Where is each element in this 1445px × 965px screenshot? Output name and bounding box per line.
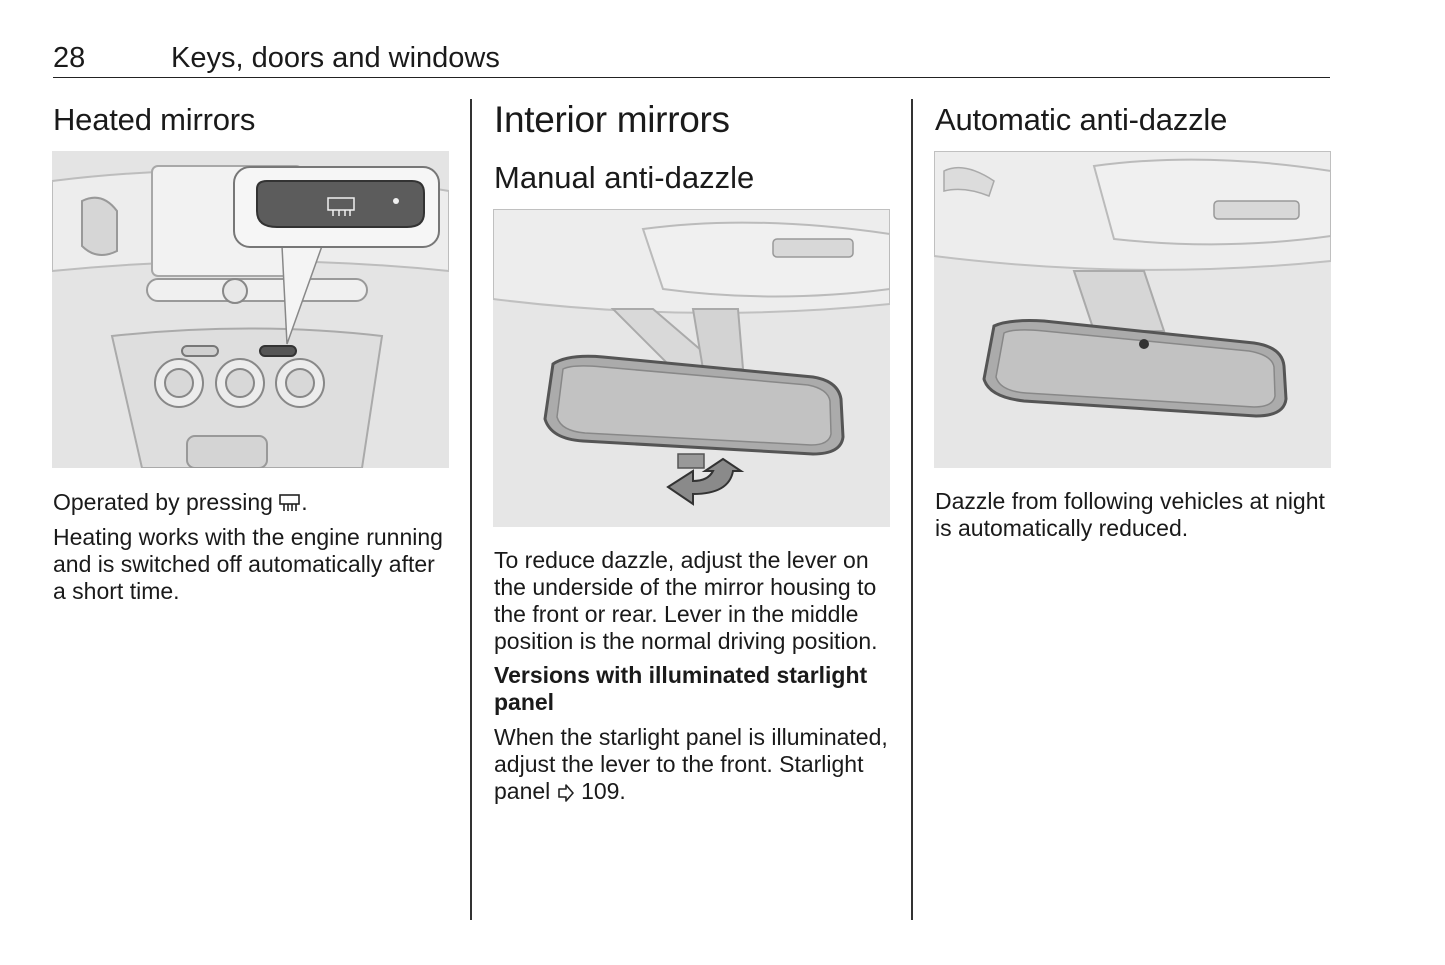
heated-mirrors-paragraph-1 (53, 489, 453, 519)
page-header (53, 40, 1330, 78)
automatic-anti-dazzle-paragraph: Dazzle from following vehicles at night is automatically reduced. (935, 488, 1325, 541)
manual-anti-dazzle-heading: Manual anti-dazzle (494, 160, 755, 195)
cross-reference-page[interactable]: 109. (581, 778, 626, 804)
automatic-anti-dazzle-illustration (934, 151, 1331, 468)
column-divider-1 (470, 99, 472, 920)
starlight-panel-paragraph (494, 724, 894, 808)
heated-mirrors-heading: Heated mirrors (53, 102, 256, 137)
cross-reference-arrow-icon (557, 781, 575, 808)
operated-by-text: Operated by pressing (53, 489, 273, 515)
heated-mirrors-paragraph-2: Heating works with the engine running and is switched off automatically after a short time. (53, 524, 443, 604)
manual-anti-dazzle-paragraph: To reduce dazzle, adjust the lever on the underside of the mirror housing to the front or rear. Lever in the middle position is the normal driving position. (494, 547, 878, 654)
starlight-panel-text: When the starlight panel is illuminated, adjust the lever to the front. Starlight panel (494, 724, 888, 804)
heated-mirrors-illustration (52, 151, 449, 468)
column-divider-2 (911, 99, 913, 920)
page-number: 28 (53, 42, 86, 74)
manual-anti-dazzle-illustration (493, 209, 890, 527)
starlight-panel-heading: Versions with illuminated starlight panel (494, 662, 868, 715)
interior-mirrors-heading: Interior mirrors (494, 99, 730, 140)
automatic-anti-dazzle-heading: Automatic anti-dazzle (935, 102, 1228, 137)
section-title: Keys, doors and windows (171, 42, 500, 74)
paragraph-end-period: . (301, 489, 308, 515)
rear-window-heating-icon (279, 492, 301, 519)
